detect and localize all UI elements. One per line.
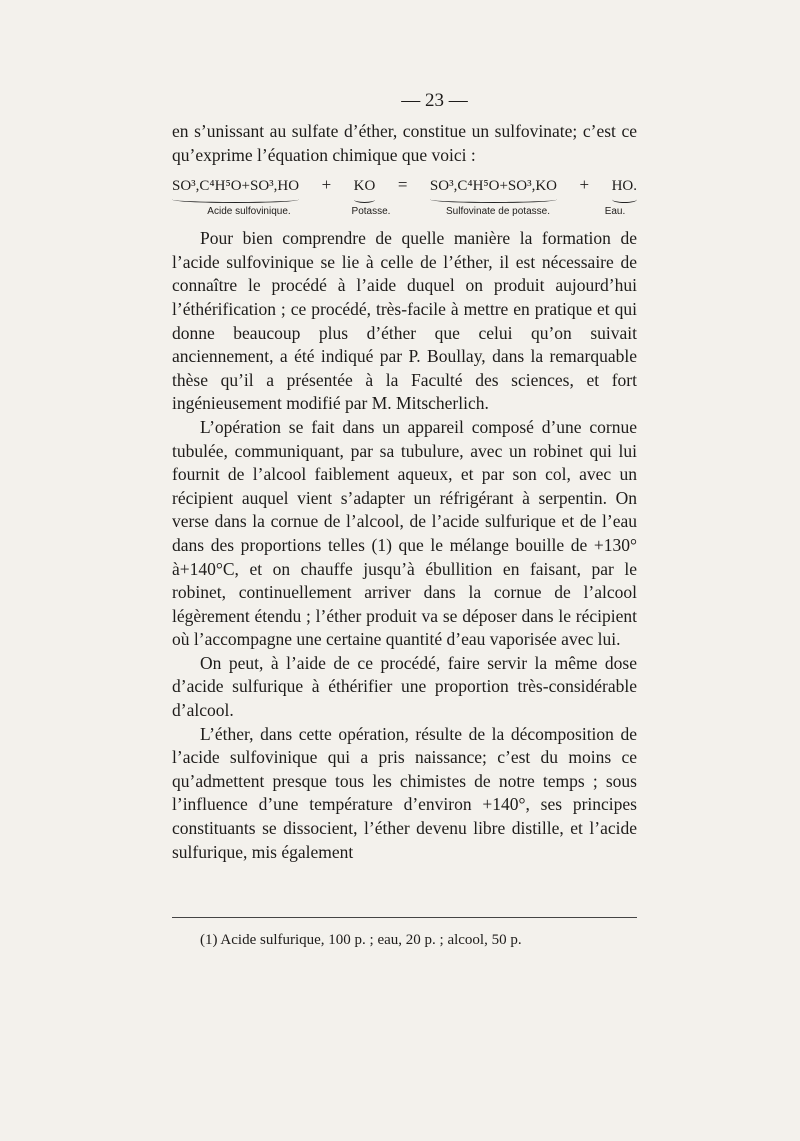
equation-term-acid-text: SO³,C⁴H⁵O+SO³,HO: [172, 178, 300, 195]
label-sulfovinate: Sulfovinate de potasse.: [446, 206, 550, 218]
brace-sulfovinate: [430, 196, 557, 203]
equation-term-water-text: HO.: [611, 178, 637, 195]
brace-potash: [354, 196, 376, 203]
equation-term-potash-text: KO: [353, 178, 376, 195]
paragraph-2: L’opération se fait dans un appareil composé d’une cornue tubulée, communiquant, par sa tubulure, avec un robinet qui lui fournit de l’alcool faiblement aqueux, et par son col, avec un récipient auquel vient s’adapter un réfrigérant à serpentin. On verse dans la cornue de l’alcool, de l’acide sulfurique et de l’eau dans des proportions telles (1) que le mélange bouille de +130° à+140°C, et on chauffe jusqu’à ébullition en faisant, par le robinet, continuellement arriver dans la cornue de l’alcool légèrement étendu ; l’éther produit va se déposer dans le récipient où l’accompagne une certaine quantité d’eau vaporisée avec lui.: [172, 416, 637, 650]
intro-paragraph: en s’unissant au sulfate d’éther, constitue un sulfovinate; c’est ce qu’exprime l’équation chimique que voici :: [172, 121, 637, 165]
footnote: (1) Acide sulfurique, 100 p. ; eau, 20 p. ; alcool, 50 p.: [200, 932, 522, 948]
equation-term-acid: [172, 178, 299, 203]
equation-term-potash: [354, 178, 376, 203]
equation-labels: [172, 206, 637, 217]
chemical-equation: [172, 175, 637, 223]
page-number: — 23 —: [401, 90, 468, 111]
equation-term-water: [612, 178, 637, 203]
label-acid: Acide sulfovinique.: [207, 206, 291, 218]
label-potash: Potasse.: [351, 206, 391, 218]
page-body: [172, 90, 637, 864]
paragraph-4: L’éther, dans cette opération, résulte de la décomposition de l’acide sulfovinique qui a pris naissance; c’est du moins ce qu’admettent presque tous les chimistes de notre temps ; sous l’influence d’une température d’environ +140°, ses principes constituants se dissocient, l’éther devenu libre distille, et l’acide sulfurique, mis également: [172, 723, 637, 862]
equation-row: [172, 175, 637, 203]
equation-term-sulfovinate-text: SO³,C⁴H⁵O+SO³,KO: [429, 178, 558, 195]
paragraph-3: On peut, à l’aide de ce procédé, faire servir la même dose d’acide sulfurique à éthérifier une proportion très-considérable d’alcool.: [172, 652, 637, 721]
brace-water: [612, 196, 637, 203]
equation-term-sulfovinate: [430, 178, 557, 203]
paragraph-1: Pour bien comprendre de quelle manière la formation de l’acide sulfovinique se lie à celle de l’éther, il est nécessaire de connaître le procédé à l’aide duquel on produit aujourd’hui l’éthérification ; ce procédé, très-facile à mettre en pratique et qui donne beaucoup plus d’éther que celui qu’on suivait anciennement, a été indiqué par P. Boullay, dans la remarquable thèse qu’il a présentée à la Faculté des sciences, et fort ingénieusement modifié par M. Mitscherlich.: [172, 228, 637, 414]
equation-plus-1: +: [321, 175, 332, 195]
equation-plus-2: +: [579, 175, 590, 195]
label-water: Eau.: [604, 206, 626, 218]
brace-acid: [172, 196, 299, 203]
equation-equals: =: [397, 175, 408, 195]
footnote-divider: [172, 917, 637, 918]
